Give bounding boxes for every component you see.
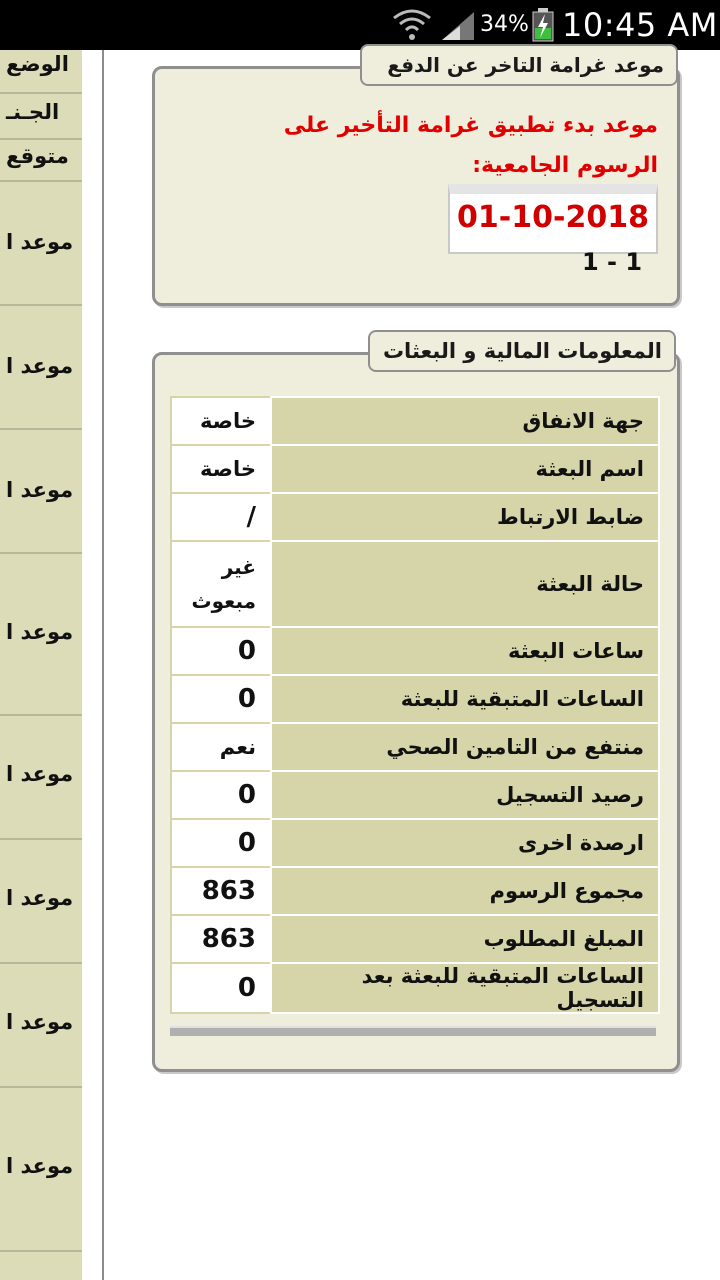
row-label: منتفع من التامين الصحي [271, 723, 659, 771]
row-value: 863 [171, 867, 271, 915]
table-row [171, 915, 659, 963]
table-row [171, 819, 659, 867]
row-value: نعم [171, 723, 271, 771]
battery-percent: 34% [480, 12, 529, 37]
financial-info-legend: المعلومات المالية و البعثات [368, 330, 676, 372]
row-label: حالة البعثة [271, 541, 659, 627]
list-item: الجـنـ [0, 94, 82, 140]
table-row [171, 867, 659, 915]
late-fee-description: موعد بدء تطبيق غرامة التأخير على الرسوم الجامعية: [283, 113, 658, 178]
table-row [171, 675, 659, 723]
late-fee-legend: موعد غرامة التاخر عن الدفع [360, 44, 678, 86]
battery-charging-icon [532, 8, 554, 42]
row-value: 0 [171, 963, 271, 1013]
financial-info-table [170, 396, 660, 1014]
list-item: موعد ا [0, 840, 82, 964]
row-label: اسم البعثة [271, 445, 659, 493]
list-item: موعد ا [0, 554, 82, 716]
row-label: مجموع الرسوم [271, 867, 659, 915]
gutter [82, 50, 104, 1280]
row-value: خاصة [171, 445, 271, 493]
row-value: 0 [171, 675, 271, 723]
table-row [171, 963, 659, 1013]
list-item: موعد ا [0, 306, 82, 430]
table-row [171, 445, 659, 493]
table-row [171, 723, 659, 771]
row-value: 0 [171, 819, 271, 867]
row-label: ساعات البعثة [271, 627, 659, 675]
table-row [171, 397, 659, 445]
row-label: رصيد التسجيل [271, 771, 659, 819]
table-row [171, 627, 659, 675]
clock: 10:45 AM [562, 6, 718, 44]
row-value: / [171, 493, 271, 541]
row-label: ضابط الارتباط [271, 493, 659, 541]
row-label: الساعات المتبقية للبعثة [271, 675, 659, 723]
row-label: ارصدة اخرى [271, 819, 659, 867]
table-row [171, 541, 659, 627]
list-item: موعد ا [0, 1088, 82, 1252]
row-value: 0 [171, 771, 271, 819]
list-item: موعد ا [0, 182, 82, 306]
row-label: المبلغ المطلوب [271, 915, 659, 963]
row-value: 863 [171, 915, 271, 963]
list-item: متوقع [0, 140, 82, 182]
late-fee-date-field [448, 184, 658, 254]
row-value: 0 [171, 627, 271, 675]
status-bar [0, 0, 720, 50]
wifi-icon [392, 8, 432, 42]
late-fee-date: 01-10-2018 [457, 200, 649, 235]
list-item: موعد ا [0, 716, 82, 840]
list-item: موعد ا [0, 430, 82, 554]
list-item: موعد ا [0, 964, 82, 1088]
table-footer-bar [170, 1026, 656, 1036]
list-item: الوضع [0, 50, 82, 94]
row-label: جهة الانفاق [271, 397, 659, 445]
row-value: غير مبعوث [171, 541, 271, 627]
signal-icon [440, 10, 476, 42]
table-row [171, 771, 659, 819]
left-side-table [0, 50, 82, 1280]
row-label: الساعات المتبقية للبعثة بعد التسجيل [271, 963, 659, 1013]
table-row [171, 493, 659, 541]
record-range: 1 - 1 [582, 248, 643, 276]
row-value: خاصة [171, 397, 271, 445]
divider [102, 50, 104, 1280]
